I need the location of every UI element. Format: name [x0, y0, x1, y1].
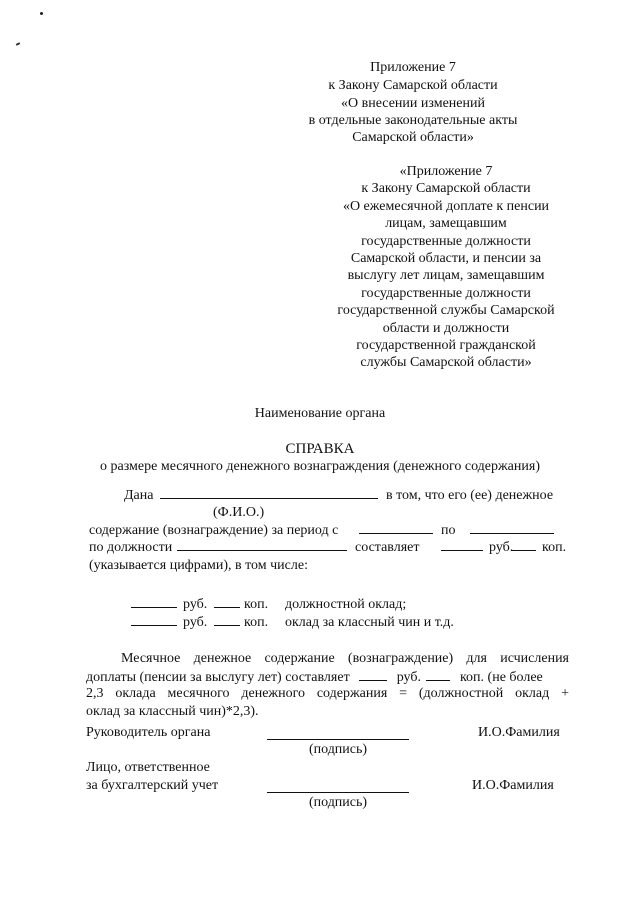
item-label: оклад за классный чин и т.д.	[285, 615, 454, 630]
head-signature-line[interactable]	[267, 739, 409, 740]
item-rub-label: руб.	[183, 597, 208, 612]
annex-line: Приложение 7	[370, 60, 456, 75]
signature-hint: (подпись)	[308, 742, 368, 757]
scan-speck	[16, 42, 20, 46]
position-label: по должности	[89, 540, 173, 555]
annex-line: государственной службы Самарской	[337, 303, 555, 318]
position-field[interactable]	[177, 538, 347, 551]
monthly-kop-label: коп. (не более	[459, 670, 543, 685]
amount-rub-field[interactable]	[441, 538, 483, 551]
item-kop-field[interactable]	[214, 595, 240, 608]
monthly-kop-field[interactable]	[426, 668, 450, 681]
annex-line: выслугу лет лицам, замещавшим	[347, 268, 545, 283]
annex-line: к Закону Самарской области	[328, 78, 498, 93]
given-label: Дана	[124, 488, 154, 503]
annex-line: области и должности	[382, 321, 510, 336]
monthly-line-3: 2,3 оклада месячного денежного содержания = (должностной оклад +	[86, 686, 569, 701]
item-kop-label: коп.	[244, 597, 269, 612]
doc-subtitle: о размере месячного денежного вознаграждения (денежного содержания)	[100, 459, 540, 474]
item-rub-field[interactable]	[131, 613, 177, 626]
signature-hint: (подпись)	[308, 795, 368, 810]
annex-line: Самарской области»	[352, 130, 474, 145]
period-from-field[interactable]	[359, 521, 433, 534]
annex-line: Самарской области, и пенсии за	[350, 251, 542, 266]
annex-line: в отдельные законодательные акты	[308, 113, 518, 128]
item-kop-field[interactable]	[214, 613, 240, 626]
digits-note: (указывается цифрами), в том числе:	[89, 558, 308, 573]
head-label: Руководитель органа	[86, 725, 211, 740]
kop-label: коп.	[542, 540, 567, 555]
fio-field[interactable]	[160, 486, 378, 499]
amount-label: составляет	[355, 540, 420, 555]
monthly-line-1: Месячное денежное содержание (вознаграждение) для исчисления	[121, 651, 569, 666]
fio-hint: (Ф.И.О.)	[213, 505, 265, 520]
period-to-field[interactable]	[470, 521, 554, 534]
period-text: содержание (вознаграждение) за период с	[89, 523, 339, 538]
accountant-label-2: за бухгалтерский учет	[86, 778, 219, 793]
annex-line: «О внесении изменений	[341, 96, 485, 111]
item-rub-label: руб.	[183, 615, 208, 630]
item-kop-label: коп.	[244, 615, 269, 630]
head-name: И.О.Фамилия	[478, 725, 560, 740]
given-rest: в том, что его (ее) денежное	[386, 488, 554, 503]
annex-line: государственные должности	[361, 234, 531, 249]
annex-line: государственной гражданской	[356, 338, 536, 353]
annex-line: государственные должности	[361, 286, 531, 301]
scan-speck	[40, 12, 43, 15]
monthly-rub-field[interactable]	[359, 668, 387, 681]
annex-line: «О ежемесячной доплате к пенсии	[342, 199, 550, 214]
org-name: Наименование органа	[254, 406, 386, 421]
accountant-name: И.О.Фамилия	[472, 778, 554, 793]
rub-label: руб.	[489, 540, 514, 555]
monthly-line-2	[86, 668, 570, 686]
annex-line: лицам, замещавшим	[385, 216, 507, 231]
annex-line: службы Самарской области»	[360, 355, 532, 370]
period-to-label: по	[441, 523, 456, 538]
item-rub-field[interactable]	[131, 595, 177, 608]
accountant-label-1: Лицо, ответственное	[86, 760, 210, 775]
amount-kop-field[interactable]	[511, 538, 536, 551]
annex-line: «Приложение 7	[399, 164, 493, 179]
annex-line: к Закону Самарской области	[361, 181, 531, 196]
item-label: должностной оклад;	[285, 597, 407, 612]
accountant-signature-line[interactable]	[267, 792, 409, 793]
monthly-line-2-text: доплаты (пенсии за выслугу лет) составляет	[86, 670, 350, 685]
doc-title: СПРАВКА	[285, 441, 355, 457]
monthly-line-4: оклад за классный чин)*2,3).	[86, 704, 259, 719]
monthly-rub-label: руб.	[396, 670, 421, 685]
